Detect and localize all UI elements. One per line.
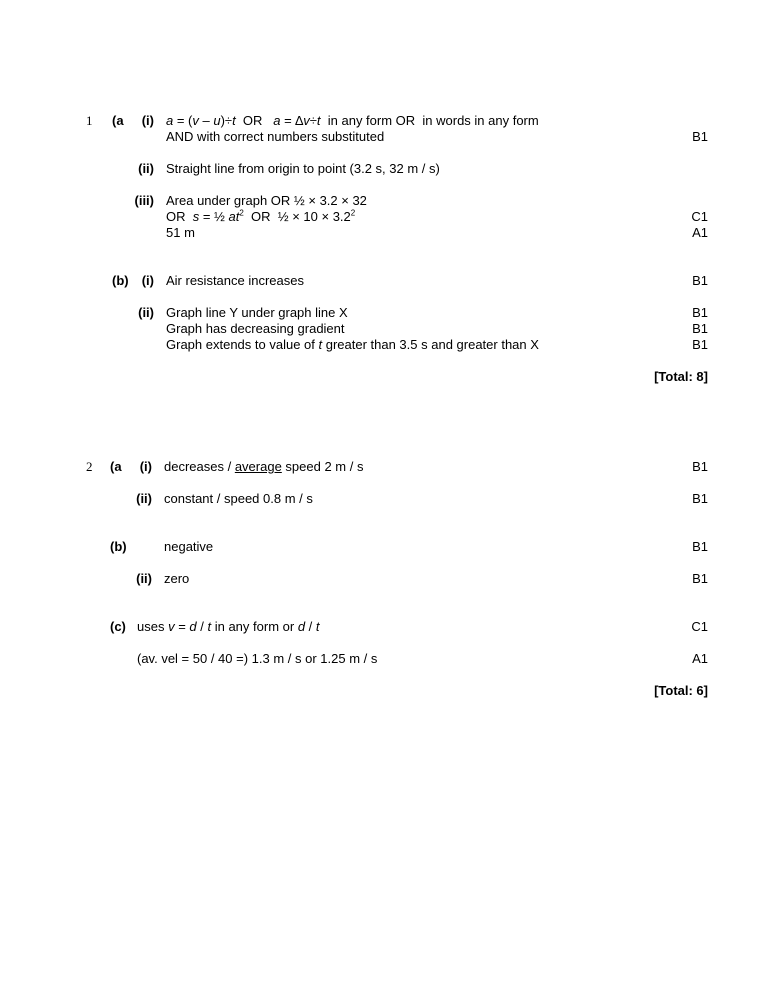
answer-line: 51 m (166, 225, 195, 240)
part-label: (b) (112, 273, 129, 288)
answer-line: zero (164, 571, 190, 586)
mark-label: B1 (692, 571, 708, 586)
answer-line: Air resistance increases (166, 273, 304, 288)
part-label: (c) (110, 619, 126, 634)
answer-line: Area under graph OR ½ × 3.2 × 32 (166, 193, 367, 208)
mark-label: B1 (692, 305, 708, 320)
answer-line: decreases / average speed 2 m / s (164, 459, 364, 474)
total-marks: [Total: 8] (654, 369, 708, 384)
answer-line: a = (v – u)÷t OR a = ∆v÷t in any form OR in words in any form (166, 113, 539, 128)
subpart-label: (ii) (136, 571, 152, 586)
subpart-label: (iii) (134, 193, 154, 208)
answer-line: Graph line Y under graph line X (166, 305, 348, 320)
total-marks: [Total: 6] (654, 683, 708, 698)
part-label: (a (112, 113, 124, 128)
subpart-label: (ii) (138, 305, 154, 320)
answer-line: negative (164, 539, 214, 554)
answer-line: OR s = ½ $at^2$ OR ½ × $10 \times 3.2^2$ (166, 208, 356, 224)
part-label: (a (110, 459, 122, 474)
subpart-label: (i) (141, 273, 154, 288)
mark-label: C1 (691, 619, 708, 634)
mark-label: B1 (692, 337, 708, 352)
mark-label: B1 (692, 321, 708, 336)
mark-label: B1 (692, 273, 708, 288)
subpart-label: (i) (141, 113, 154, 128)
answer-line: Graph extends to value of t greater than 3.5 s and greater than X (166, 337, 539, 352)
mark-label: B1 (692, 129, 708, 144)
part-label: (b) (110, 539, 127, 554)
mark-label: B1 (692, 539, 708, 554)
answer-line: (av. vel = 50 / 40 =) 1.3 m / s or 1.25 m / s (137, 651, 378, 666)
answer-line: uses v = d / t in any form or d / t (137, 619, 320, 634)
answer-line: Graph has decreasing gradient (166, 321, 345, 336)
question-number: 2 (86, 459, 93, 474)
answer-line: constant / speed 0.8 m / s (164, 491, 313, 506)
mark-label: A1 (692, 225, 708, 240)
subpart-label: (ii) (138, 161, 154, 176)
subpart-label: (ii) (136, 491, 152, 506)
mark-label: A1 (692, 651, 708, 666)
answer-line: Straight line from origin to point (3.2 s, 32 m / s) (166, 161, 440, 176)
answer-line: AND with correct numbers substituted (166, 129, 385, 144)
subpart-label: (i) (139, 459, 152, 474)
mark-label: B1 (692, 459, 708, 474)
mark-label: C1 (691, 209, 708, 224)
question-number: 1 (86, 113, 93, 128)
mark-label: B1 (692, 491, 708, 506)
